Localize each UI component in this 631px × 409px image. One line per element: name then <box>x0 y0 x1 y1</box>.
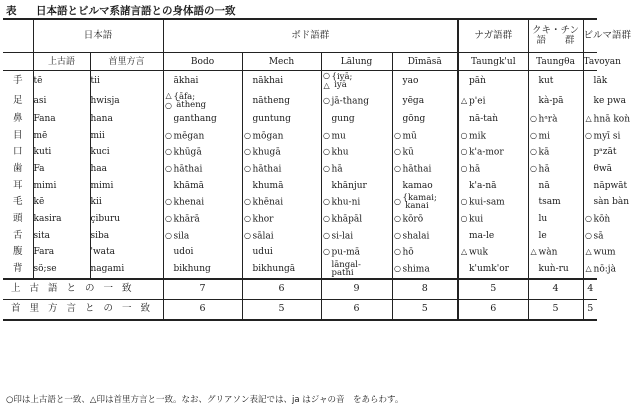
cell-old-japanese: tē <box>33 71 90 92</box>
cell-taungtha: kut <box>528 71 583 92</box>
summary-bodo: 7 <box>163 279 242 300</box>
cell-tavoyan: ke pwa <box>583 91 597 111</box>
circle-mark-icon: ○ <box>165 130 172 140</box>
cell-tangkhul: pāǹ <box>458 71 528 92</box>
row-label: 耳 <box>12 179 23 191</box>
cell-dimasa: gōng <box>392 111 458 128</box>
summary-taungtha: 5 <box>528 299 583 320</box>
cell-shuri: 'wata <box>90 244 163 261</box>
cell-shuri: kii <box>90 194 163 211</box>
kanji-col-header <box>3 53 33 71</box>
cell-tangkhul: △ wuk <box>458 244 528 261</box>
cell-dimasa: ○ hō <box>392 244 458 261</box>
summary-mech: 5 <box>242 299 321 320</box>
circle-mark-icon: ○ <box>394 147 401 157</box>
triangle-mark-icon: △ <box>585 264 592 273</box>
col-taungtha: Taungθa <box>528 53 583 71</box>
table-row <box>3 128 597 145</box>
cell-taungtha: ○ kā <box>528 144 583 161</box>
circle-mark-icon: ○ <box>323 214 330 224</box>
footnote: ○印は上古語と一致、△印は首里方言と一致。なお、グリアソン表記では、ja はジャの音 をあらわす。 <box>6 395 404 405</box>
circle-mark-icon: ○ <box>394 130 401 140</box>
table-row <box>3 194 597 211</box>
cell-dimasa: ○ hāthai <box>392 161 458 178</box>
cell-shuri: çiburu <box>90 211 163 228</box>
group-japanese: 日本語 <box>33 19 163 53</box>
circle-mark-icon: ○ <box>244 147 251 157</box>
summary-taungtha: 4 <box>528 279 583 300</box>
cell-bodo: ○ khenai <box>163 194 242 211</box>
summary-label: 首里方言との一致 <box>3 299 163 320</box>
circle-mark-icon: ○ <box>244 230 251 240</box>
circle-triangle-mark-icon: ○ <box>530 114 538 124</box>
cell-dimasa: ○ {kamai; kanai <box>392 194 458 211</box>
circle-mark-icon: ○ <box>244 197 251 207</box>
cell-tangkhul: ○ mik <box>458 128 528 145</box>
circle-triangle-mark-icon: ○ △ <box>323 71 330 90</box>
cell-mech: nātheng <box>242 91 321 111</box>
cell-lalung: ○ si-lai <box>321 228 392 245</box>
cell-mech: udui <box>242 244 321 261</box>
cell-tangkhul: ○ hā <box>458 161 528 178</box>
cell-shuri: siba <box>90 228 163 245</box>
cell-tavoyan: △ nō:jà <box>583 261 597 279</box>
cell-tavoyan: pᵃzāt <box>583 144 597 161</box>
cell-mech: nākhai <box>242 71 321 92</box>
row-label: 口 <box>12 146 23 158</box>
summary-row-old-japanese <box>3 279 597 300</box>
cell-old-japanese: mē <box>33 128 90 145</box>
cell-old-japanese: Fa <box>33 161 90 178</box>
table-row <box>3 111 597 128</box>
circle-mark-icon: ○ <box>585 130 593 140</box>
row-label: 毛 <box>12 196 23 208</box>
cell-tangkhul: ○ kui-sam <box>458 194 528 211</box>
cell-old-japanese: kuti <box>33 144 90 161</box>
circle-mark-icon: ○ <box>165 147 172 157</box>
cell-tavoyan: ○ myī si <box>583 128 597 145</box>
summary-tavoyan: 5 <box>583 299 597 320</box>
column-header-row <box>3 53 597 71</box>
caption-label: 表 <box>6 5 17 17</box>
table-caption <box>6 3 236 17</box>
circle-mark-icon: ○ <box>323 147 330 157</box>
table-row <box>3 144 597 161</box>
cell-taungtha: kuǹ-ru <box>528 261 583 279</box>
group-burmese: ビルマ語群 <box>583 19 597 53</box>
cell-dimasa: ○ kū <box>392 144 458 161</box>
cell-lalung: lāngal- pathi <box>321 261 392 279</box>
circle-mark-icon: ○ <box>460 163 468 173</box>
cell-tavoyan: θwā <box>583 161 597 178</box>
cell-dimasa: kamao <box>392 177 458 194</box>
cell-mech: ○ mōgan <box>242 128 321 145</box>
cell-taungtha: ○ mi <box>528 128 583 145</box>
cell-mech: guntung <box>242 111 321 128</box>
row-label: 足 <box>12 95 23 106</box>
cell-bodo: khāmā <box>163 177 242 194</box>
cell-taungtha: lu <box>528 211 583 228</box>
cell-shuri: kuci <box>90 144 163 161</box>
cell-dimasa: ○ kōrō <box>392 211 458 228</box>
cell-taungtha: ○ hā <box>528 161 583 178</box>
table-row <box>3 228 597 245</box>
cell-tavoyan: ○ sā <box>583 228 597 245</box>
cell-lalung: ○ khāpāl <box>321 211 392 228</box>
table-row <box>3 91 597 111</box>
col-bodo: Bodo <box>163 53 242 71</box>
circle-mark-icon: ○ <box>323 247 330 257</box>
cell-tavoyan: △ hnā koǹ <box>583 111 597 128</box>
circle-mark-icon: ○ <box>323 230 330 240</box>
row-label: 鼻 <box>12 113 23 125</box>
cell-mech: ○ khugā <box>242 144 321 161</box>
circle-mark-icon: ○ <box>244 163 251 173</box>
summary-mech: 6 <box>242 279 321 300</box>
col-tavoyan: Tavoyan <box>583 53 597 71</box>
cell-lalung: ○ khu-ni <box>321 194 392 211</box>
cell-tangkhul: △ p'ei <box>458 91 528 111</box>
triangle-mark-icon: △ <box>460 247 468 257</box>
table-row <box>3 261 597 279</box>
cell-tavoyan: lāk <box>583 71 597 92</box>
cell-lalung: gung <box>321 111 392 128</box>
circle-mark-icon: ○ <box>394 230 401 240</box>
cell-lalung: ○ jā-thang <box>321 91 392 111</box>
triangle-mark-icon: △ <box>585 114 592 124</box>
cell-taungtha: △ wàn <box>528 244 583 261</box>
circle-mark-icon: ○ <box>530 147 538 157</box>
cell-old-japanese: asi <box>33 91 90 111</box>
cell-tangkhul: ○ kui <box>458 211 528 228</box>
summary-tangkhul: 6 <box>458 299 528 320</box>
cell-shuri: hwisja <box>90 91 163 111</box>
cell-taungtha: nā <box>528 177 583 194</box>
circle-mark-icon: ○ <box>394 264 401 273</box>
cell-tavoyan: △ wum <box>583 244 597 261</box>
caption-text: 日本語とビルマ系諸言語との身体語の一致 <box>36 5 236 17</box>
row-label: 背 <box>12 263 23 275</box>
table-row <box>3 71 597 92</box>
cell-bodo: ○ sila <box>163 228 242 245</box>
cell-tangkhul: k'a-nā <box>458 177 528 194</box>
summary-label: 上古語との一致 <box>3 279 163 300</box>
cell-dimasa: ○ mū <box>392 128 458 145</box>
cell-tangkhul: nā-taǹ <box>458 111 528 128</box>
circle-mark-icon: ○ <box>460 147 468 157</box>
cell-shuri: mii <box>90 128 163 145</box>
summary-row-shuri <box>3 299 597 320</box>
summary-tavoyan: 4 <box>583 279 597 300</box>
group-kuki-chin: クキ・チン 語 群 <box>528 19 583 53</box>
row-label: 舌 <box>12 229 23 241</box>
table-row <box>3 244 597 261</box>
cell-lalung: ○ hā <box>321 161 392 178</box>
cell-tangkhul: k'umk'or <box>458 261 528 279</box>
cell-dimasa: yēga <box>392 91 458 111</box>
cell-bodo: ○ mēgan <box>163 128 242 145</box>
col-shuri: 首里方言 <box>90 53 163 71</box>
cell-bodo: bikhung <box>163 261 242 279</box>
col-mech: Mech <box>242 53 321 71</box>
circle-mark-icon: ○ <box>585 230 593 240</box>
circle-mark-icon: ○ <box>165 197 172 207</box>
summary-lalung: 9 <box>321 279 392 300</box>
cell-tavoyan: nāpwāt <box>583 177 597 194</box>
cell-taungtha: tsam <box>528 194 583 211</box>
cell-mech: bikhungā <box>242 261 321 279</box>
circle-mark-icon: ○ <box>165 214 172 224</box>
cell-taungtha: ○ hᵃrà <box>528 111 583 128</box>
circle-mark-icon: ○ <box>323 163 330 173</box>
circle-mark-icon: ○ <box>394 163 401 173</box>
circle-mark-icon: ○ <box>323 95 330 105</box>
cell-mech: ○ sālai <box>242 228 321 245</box>
cell-dimasa: ○ shalai <box>392 228 458 245</box>
cell-old-japanese: Fara <box>33 244 90 261</box>
cell-lalung: ○ khu <box>321 144 392 161</box>
circle-mark-icon: ○ <box>394 247 401 257</box>
cell-bodo: udoi <box>163 244 242 261</box>
cell-shuri: hana <box>90 111 163 128</box>
row-label: 手 <box>12 75 23 86</box>
cell-old-japanese: kasira <box>33 211 90 228</box>
circle-mark-icon: ○ <box>165 230 172 240</box>
cell-mech: ○ hāthai <box>242 161 321 178</box>
circle-mark-icon: ○ <box>244 130 251 140</box>
cell-lalung: khānjur <box>321 177 392 194</box>
cell-taungtha: kà-pā <box>528 91 583 111</box>
cell-old-japanese: sita <box>33 228 90 245</box>
cell-old-japanese: sö;se <box>33 261 90 279</box>
group-bodo: ボド語群 <box>163 19 458 53</box>
cell-shuri: nagami <box>90 261 163 279</box>
col-tangkhul: Taungk'ul <box>458 53 528 71</box>
row-label: 頭 <box>12 213 23 225</box>
cell-tavoyan: ○ kōǹ <box>583 211 597 228</box>
cell-old-japanese: Fana <box>33 111 90 128</box>
cell-lalung: ○ △{iyā; iyā <box>321 71 392 92</box>
group-naga: ナガ語群 <box>458 19 528 53</box>
cell-mech: ○ khēnai <box>242 194 321 211</box>
triangle-mark-icon: △ <box>460 95 468 105</box>
cell-lalung: ○ pu-mā <box>321 244 392 261</box>
cell-bodo: ○ khārā <box>163 211 242 228</box>
cell-dimasa: yao <box>392 71 458 92</box>
cell-mech: khumā <box>242 177 321 194</box>
cell-dimasa: ○ shima <box>392 261 458 279</box>
circle-mark-icon: ○ <box>460 197 468 207</box>
circle-mark-icon: ○ <box>394 214 401 224</box>
circle-mark-icon: ○ <box>394 197 401 207</box>
summary-dimasa: 8 <box>392 279 458 300</box>
summary-bodo: 6 <box>163 299 242 320</box>
cell-bodo: ganthang <box>163 111 242 128</box>
cell-tangkhul: ○ k'a-mor <box>458 144 528 161</box>
cell-bodo: △ ○{āfa; ātheng <box>163 91 242 111</box>
group-header-row <box>3 19 597 53</box>
circle-mark-icon: ○ <box>530 130 538 140</box>
summary-tangkhul: 5 <box>458 279 528 300</box>
cell-tangkhul: ma-le <box>458 228 528 245</box>
cell-shuri: mimi <box>90 177 163 194</box>
circle-mark-icon: ○ <box>323 130 330 140</box>
cell-lalung: ○ mu <box>321 128 392 145</box>
cell-tavoyan: sàn bàn <box>583 194 597 211</box>
circle-mark-icon: ○ <box>460 214 468 224</box>
circle-mark-icon: ○ <box>460 130 468 140</box>
cell-old-japanese: mimi <box>33 177 90 194</box>
cell-mech: ○ khor <box>242 211 321 228</box>
row-label: 腹 <box>12 246 23 258</box>
circle-mark-icon: ○ <box>530 163 538 173</box>
cell-shuri: tii <box>90 71 163 92</box>
circle-mark-icon: ○ <box>323 197 330 207</box>
table-row <box>3 161 597 178</box>
triangle-circle-mark-icon: △ ○ <box>165 91 172 110</box>
triangle-mark-icon: △ <box>585 247 592 257</box>
summary-lalung: 6 <box>321 299 392 320</box>
row-label: 歯 <box>12 163 23 175</box>
cell-taungtha: le <box>528 228 583 245</box>
corner-cell <box>3 19 33 53</box>
cell-bodo: ○ khūgā <box>163 144 242 161</box>
comparison-table <box>3 18 631 321</box>
table-row <box>3 211 597 228</box>
cell-old-japanese: kē <box>33 194 90 211</box>
row-label: 目 <box>12 129 23 141</box>
col-dimasa: Dīmāsā <box>392 53 458 71</box>
table-row <box>3 177 597 194</box>
cell-bodo: ○ hāthai <box>163 161 242 178</box>
triangle-mark-icon: △ <box>530 247 537 257</box>
circle-mark-icon: ○ <box>165 163 172 173</box>
cell-shuri: haa <box>90 161 163 178</box>
circle-mark-icon: ○ <box>585 214 593 224</box>
col-lalung: Lālung <box>321 53 392 71</box>
col-old-japanese: 上古語 <box>33 53 90 71</box>
circle-mark-icon: ○ <box>244 214 251 224</box>
cell-bodo: ākhai <box>163 71 242 92</box>
summary-dimasa: 5 <box>392 299 458 320</box>
